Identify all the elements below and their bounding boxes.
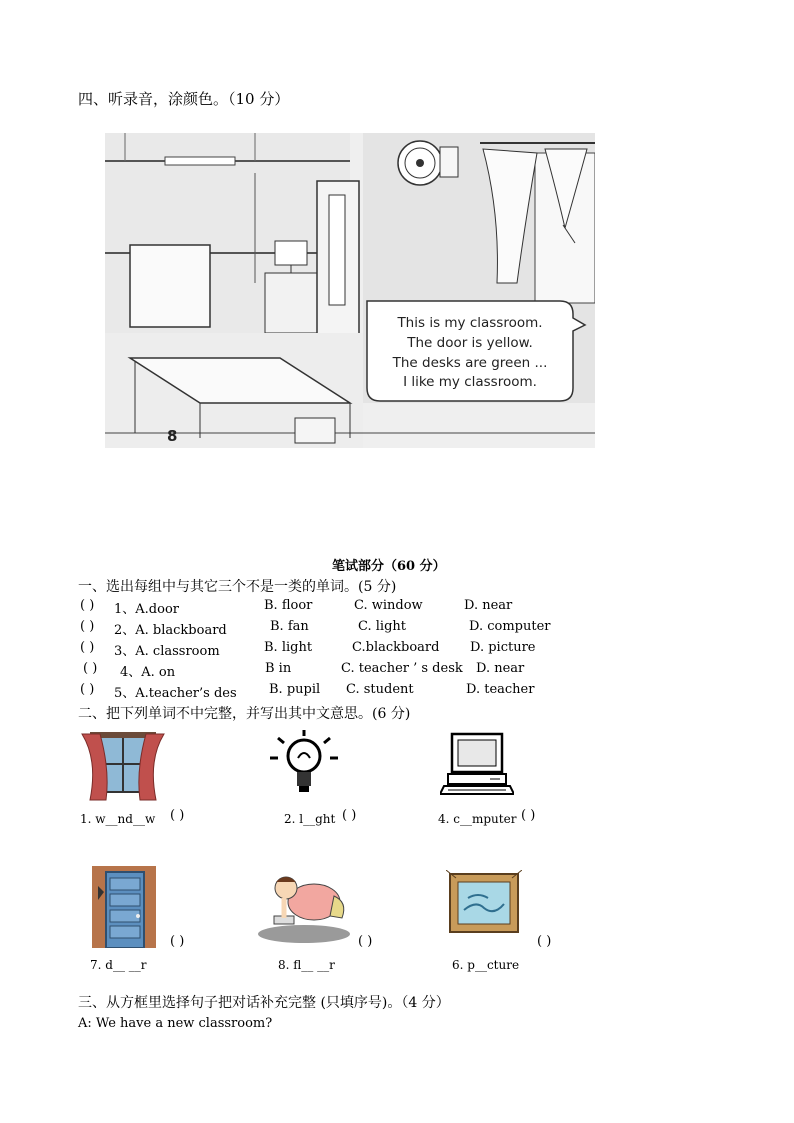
option-a: 5、A.teacher’s des <box>114 686 237 701</box>
light-bulb-icon <box>268 728 340 800</box>
word-door-label: 7. d__ __r <box>90 958 147 972</box>
floor-cleaning-icon <box>256 872 352 944</box>
bubble-line-4: I like my classroom. <box>403 374 537 390</box>
option-c: C.blackboard <box>352 640 440 655</box>
picture-frame-icon <box>446 870 522 940</box>
question-row-4 <box>80 661 720 681</box>
option-b: B. fan <box>270 619 309 634</box>
option-a: 3、A. classroom <box>114 644 220 659</box>
window-curtain-icon <box>80 730 166 804</box>
dialogue-line-a: A: We have a new classroom? <box>78 1016 273 1031</box>
option-d: D. computer <box>469 619 551 634</box>
option-a: 2、A. blackboard <box>114 623 227 638</box>
word-picture-label: 6. p__cture <box>452 958 520 972</box>
meaning-paren-window[interactable]: ( ) <box>170 808 185 823</box>
option-d: D. near <box>476 661 525 676</box>
question-row-1 <box>80 598 720 618</box>
option-b: B. floor <box>264 598 313 613</box>
answer-paren[interactable]: ( ) <box>80 619 95 634</box>
option-c: C. light <box>358 619 406 634</box>
option-b: B in <box>265 661 292 676</box>
listening-heading: 四、听录音，涂颜色。（10 分） <box>78 90 290 108</box>
door-icon <box>92 866 156 948</box>
answer-paren[interactable]: ( ) <box>80 640 95 655</box>
word-light-label: 2. l__ght <box>284 812 336 826</box>
option-c: C. window <box>354 598 423 613</box>
question-row-2 <box>80 619 720 639</box>
meaning-paren-door[interactable]: ( ) <box>170 934 185 949</box>
bubble-line-2: The door is yellow. <box>407 335 533 351</box>
written-part-heading: 笔试部分（60 分） <box>332 559 446 574</box>
option-d: D. picture <box>470 640 536 655</box>
section1-title: 一、选出每组中与其它三个不是一类的单词。(5 分) <box>78 579 397 595</box>
question-row-5 <box>80 682 720 702</box>
option-a: 4、A. on <box>120 665 176 680</box>
answer-paren[interactable]: ( ) <box>80 682 95 697</box>
meaning-paren-picture[interactable]: ( ) <box>537 934 552 949</box>
option-d: D. near <box>464 598 513 613</box>
section3-title: 三、从方框里选择句子把对话补充完整 (只填序号)。（4 分） <box>78 995 450 1011</box>
option-b: B. pupil <box>269 682 321 697</box>
bubble-line-3: The desks are green ... <box>392 355 548 371</box>
option-b: B. light <box>264 640 313 655</box>
bubble-line-1: This is my classroom. <box>397 315 543 331</box>
answer-paren[interactable]: ( ) <box>83 661 98 676</box>
answer-paren[interactable]: ( ) <box>80 598 95 613</box>
word-computer-label: 4. c__mputer <box>438 812 517 826</box>
computer-icon <box>440 732 514 798</box>
option-c: C. teacher ’ s desk <box>341 661 463 676</box>
question-row-3 <box>80 640 720 660</box>
meaning-paren-computer[interactable]: ( ) <box>521 808 536 823</box>
classroom-illustration <box>105 133 595 448</box>
option-c: C. student <box>346 682 414 697</box>
word-window-label: 1. w__nd__w <box>80 812 156 826</box>
meaning-paren-light[interactable]: ( ) <box>342 808 357 823</box>
word-floor-label: 8. fl__ __r <box>278 958 335 972</box>
option-a: 1、A.door <box>114 602 179 617</box>
illustration-page-number: 8 <box>167 427 178 445</box>
option-d: D. teacher <box>466 682 535 697</box>
section2-title: 二、把下列单词不中完整，并写出其中文意思。(6 分) <box>78 706 411 722</box>
meaning-paren-floor[interactable]: ( ) <box>358 934 373 949</box>
